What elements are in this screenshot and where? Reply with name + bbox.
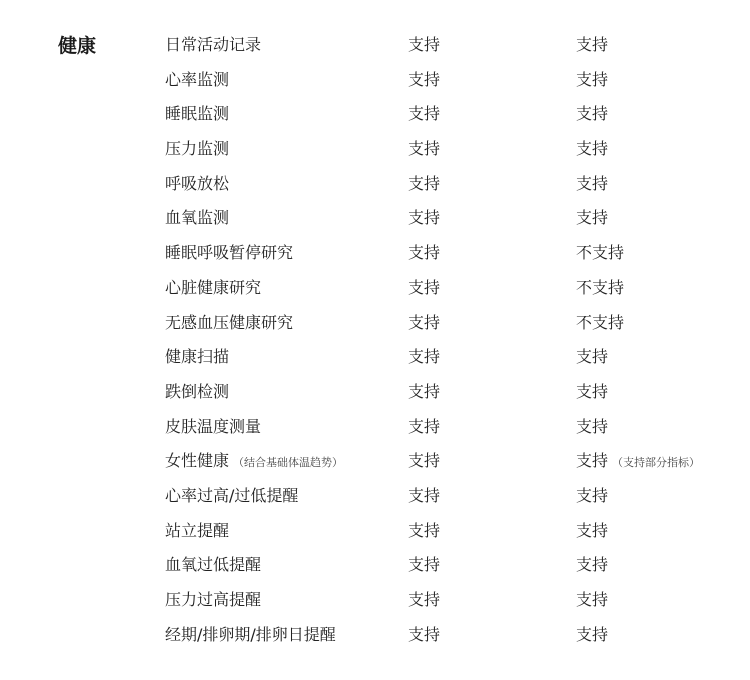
feature-name-cell	[165, 618, 336, 652]
support-status-a: 支持	[408, 173, 441, 193]
support-status-b: 支持	[576, 139, 609, 159]
support-status-b-cell	[576, 583, 608, 617]
table-row	[0, 306, 750, 341]
feature-name: 呼吸放松	[165, 173, 230, 193]
feature-name: 心率过高/过低提醒	[165, 485, 299, 505]
table-row	[0, 444, 750, 479]
support-status-b: 支持	[576, 485, 609, 505]
support-status-b-cell	[576, 514, 608, 548]
feature-name-cell	[165, 132, 229, 166]
feature-name: 无感血压健康研究	[165, 312, 294, 332]
support-status-b: 支持	[576, 173, 609, 193]
feature-name: 经期/排卵期/排卵日提醒	[165, 624, 336, 644]
support-status-a: 支持	[408, 555, 441, 575]
table-row	[0, 167, 750, 202]
support-status-a: 支持	[408, 69, 441, 89]
feature-name-cell	[165, 167, 229, 201]
feature-name-cell	[165, 63, 229, 97]
feature-name: 健康扫描	[165, 347, 230, 367]
table-row	[0, 548, 750, 583]
table-row	[0, 132, 750, 167]
feature-name: 女性健康	[165, 451, 230, 471]
support-status-b-cell	[576, 167, 608, 201]
support-status-a: 支持	[408, 139, 441, 159]
support-status-b-cell	[576, 479, 608, 513]
feature-name: 血氧监测	[165, 208, 230, 228]
table-row	[0, 340, 750, 375]
feature-name: 日常活动记录	[165, 35, 262, 54]
feature-name-cell	[165, 28, 261, 62]
support-status-a: 支持	[408, 520, 441, 540]
support-status-b-cell	[576, 271, 624, 305]
support-status-b: 支持	[576, 381, 609, 401]
feature-note: （结合基础体温趋势）	[233, 456, 344, 470]
feature-name-cell	[165, 514, 229, 548]
support-status-b-cell	[576, 618, 608, 652]
table-row	[0, 271, 750, 306]
table-row	[0, 97, 750, 132]
support-status-b-cell	[576, 340, 608, 374]
feature-name-cell	[165, 340, 229, 374]
table-row	[0, 479, 750, 514]
support-status-a: 支持	[408, 416, 441, 436]
support-status-b-cell	[576, 410, 608, 444]
support-status-a: 支持	[408, 243, 441, 263]
support-status-a: 支持	[408, 590, 441, 609]
support-status-b-cell	[576, 28, 608, 62]
table-row	[0, 410, 750, 445]
support-status-b: 支持	[576, 208, 609, 228]
support-status-b: 支持	[576, 590, 609, 609]
feature-name: 皮肤温度测量	[165, 416, 262, 436]
support-status-b-cell	[576, 306, 624, 340]
feature-name-cell	[165, 306, 293, 340]
feature-name: 心脏健康研究	[165, 277, 262, 297]
table-row	[0, 236, 750, 271]
feature-name-cell	[165, 548, 261, 582]
support-status-a: 支持	[408, 347, 441, 367]
support-status-b-cell	[576, 97, 608, 131]
support-status-b-cell	[576, 375, 608, 409]
support-status-a: 支持	[408, 451, 441, 471]
table-row	[0, 618, 750, 653]
table-row	[0, 28, 750, 63]
support-status-b-cell	[576, 548, 608, 582]
support-status-b-cell	[576, 63, 608, 97]
support-status-b-cell	[576, 444, 700, 480]
support-status-b: 支持	[576, 69, 609, 89]
support-status-b: 不支持	[576, 277, 625, 297]
feature-name-cell	[165, 410, 261, 444]
table-row	[0, 63, 750, 98]
support-status-b: 支持	[576, 624, 609, 644]
feature-name: 压力监测	[165, 139, 230, 159]
feature-name: 血氧过低提醒	[165, 555, 262, 575]
category-heading: 健康	[58, 35, 97, 57]
support-status-b: 支持	[576, 104, 609, 124]
support-status-b: 支持	[576, 451, 609, 471]
support-status-a: 支持	[408, 277, 441, 297]
table-row	[0, 201, 750, 236]
feature-name-cell	[165, 201, 229, 235]
table-row	[0, 375, 750, 410]
support-status-b: 支持	[576, 555, 609, 575]
feature-name-cell	[165, 375, 229, 409]
support-status-b: 支持	[576, 35, 609, 54]
support-status-a: 支持	[408, 35, 441, 54]
feature-name-cell	[165, 479, 298, 513]
support-status-a: 支持	[408, 485, 441, 505]
feature-name: 跌倒检测	[165, 381, 230, 401]
support-status-a: 支持	[408, 624, 441, 644]
feature-name: 站立提醒	[165, 520, 230, 540]
feature-name-cell	[165, 97, 229, 131]
feature-name-cell	[165, 236, 293, 270]
feature-comparison-table	[0, 28, 750, 652]
support-status-b: 支持	[576, 347, 609, 367]
table-row	[0, 514, 750, 549]
support-status-b: 支持	[576, 416, 609, 436]
support-status-b: 不支持	[576, 243, 625, 263]
feature-name: 睡眠呼吸暂停研究	[165, 243, 294, 263]
support-status-b: 不支持	[576, 312, 625, 332]
support-status-a: 支持	[408, 208, 441, 228]
table-row	[0, 583, 750, 618]
feature-name: 睡眠监测	[165, 104, 230, 124]
feature-name: 心率监测	[165, 69, 230, 89]
feature-name-cell	[165, 271, 261, 305]
support-status-b-cell	[576, 132, 608, 166]
support-status-b: 支持	[576, 520, 609, 540]
support-status-a: 支持	[408, 104, 441, 124]
support-note: （支持部分指标）	[612, 456, 701, 470]
feature-name: 压力过高提醒	[165, 590, 262, 609]
support-status-b-cell	[576, 236, 624, 270]
feature-name-cell	[165, 444, 343, 480]
support-status-a: 支持	[408, 312, 441, 332]
support-status-b-cell	[576, 201, 608, 235]
support-status-a: 支持	[408, 381, 441, 401]
feature-name-cell	[165, 583, 261, 617]
